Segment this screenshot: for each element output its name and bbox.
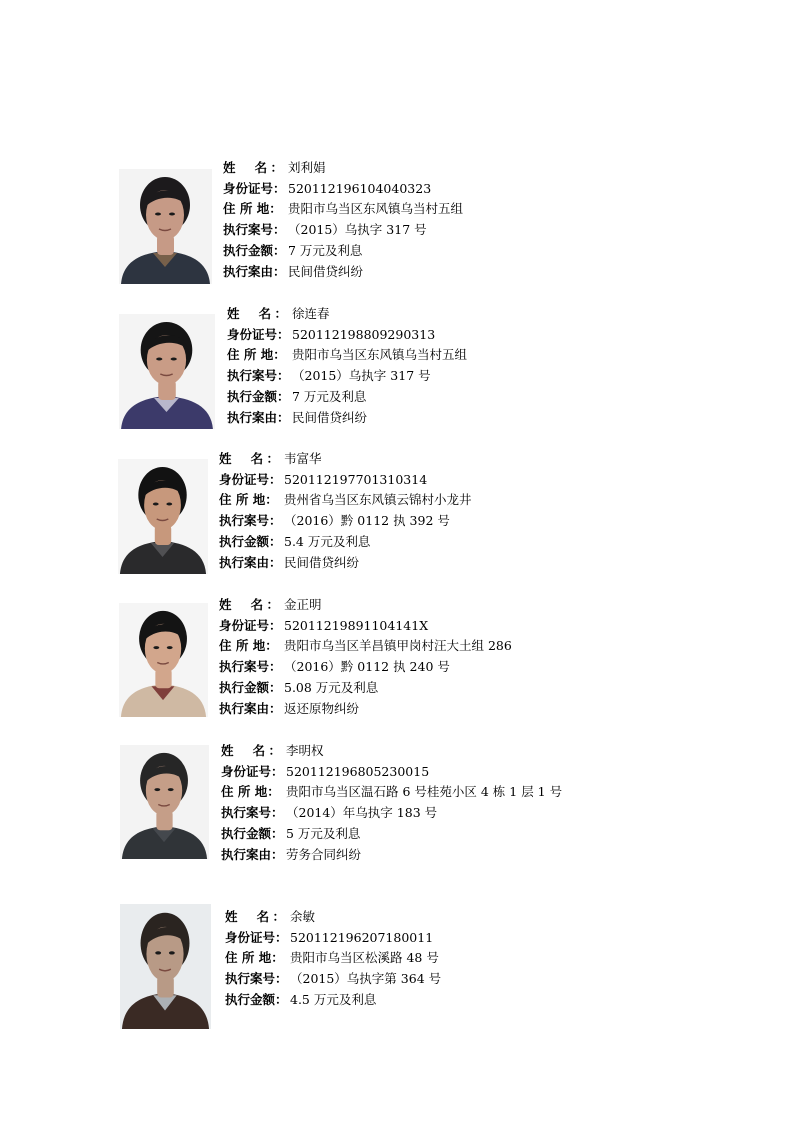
name-label: 姓 名：	[223, 160, 283, 175]
portrait-image	[119, 169, 212, 284]
left-eye	[156, 358, 162, 361]
person-info	[223, 158, 463, 282]
id-label: 身份证号：	[221, 763, 284, 779]
amount-label: 执行金额：	[225, 991, 288, 1007]
left-eye	[154, 788, 160, 791]
name-label: 姓 名：	[219, 597, 279, 612]
left-eye	[153, 503, 159, 506]
person-info	[227, 304, 467, 428]
case-value: （2015）乌执字第 364 号	[290, 971, 442, 987]
portrait-image	[120, 904, 211, 1029]
right-eye	[168, 788, 174, 791]
case-value: （2015）乌执字 317 号	[288, 222, 427, 238]
cause-label: 执行案由：	[227, 409, 290, 425]
id-label: 身份证号：	[225, 929, 288, 945]
person-info	[225, 907, 441, 1011]
name-value: 韦富华	[284, 451, 322, 466]
name-label: 姓 名：	[219, 451, 279, 466]
portrait-image	[119, 314, 215, 429]
address-label: 住 所 地：	[223, 201, 282, 217]
cause-value: 返还原物纠纷	[284, 700, 360, 716]
id-value: 520112196207180011	[290, 929, 434, 945]
cause-value: 民间借贷纠纷	[284, 554, 360, 570]
left-eye	[155, 213, 161, 216]
address-label: 住 所 地：	[219, 638, 278, 654]
amount-value: 4.5 万元及利息	[290, 991, 377, 1007]
amount-value: 7 万元及利息	[292, 388, 367, 404]
case-value: （2016）黔 0112 执 240 号	[284, 659, 450, 675]
name-label: 姓 名：	[225, 909, 285, 924]
id-value: 520112197701310314	[284, 471, 428, 487]
person-photo	[119, 169, 212, 284]
person-photo	[119, 603, 208, 717]
id-value: 520112198809290313	[292, 326, 436, 342]
address-label: 住 所 地：	[219, 492, 278, 508]
case-label: 执行案号：	[219, 659, 282, 675]
right-eye	[169, 213, 175, 216]
id-value: 520112196104040323	[288, 180, 432, 196]
person-photo	[120, 745, 209, 859]
cause-label: 执行案由：	[219, 554, 282, 570]
portrait-image	[119, 603, 208, 717]
name-label: 姓 名：	[221, 743, 281, 758]
right-eye	[167, 646, 173, 649]
cause-label: 执行案由：	[219, 700, 282, 716]
person-info	[219, 449, 472, 573]
case-value: （2014）年乌执字 183 号	[286, 805, 438, 821]
amount-value: 5.08 万元及利息	[284, 679, 379, 695]
right-eye	[166, 503, 172, 506]
name-value: 徐连春	[292, 306, 330, 321]
address-value: 贵阳市乌当区东风镇乌当村五组	[288, 201, 464, 217]
case-value: （2016）黔 0112 执 392 号	[284, 513, 450, 529]
amount-value: 5.4 万元及利息	[284, 533, 371, 549]
amount-label: 执行金额：	[219, 533, 282, 549]
portrait-image	[120, 745, 209, 859]
cause-value: 劳务合同纠纷	[286, 846, 362, 862]
amount-label: 执行金额：	[221, 825, 284, 841]
amount-label: 执行金额：	[219, 679, 282, 695]
amount-label: 执行金额：	[227, 388, 290, 404]
case-label: 执行案号：	[219, 513, 282, 529]
address-label: 住 所 地：	[221, 784, 280, 800]
id-label: 身份证号：	[223, 180, 286, 196]
id-value: 52011219891104141X	[284, 617, 429, 633]
name-label: 姓 名：	[227, 306, 287, 321]
person-photo	[118, 459, 208, 574]
name-value: 李明权	[286, 743, 324, 758]
id-label: 身份证号：	[219, 471, 282, 487]
address-value: 贵阳市乌当区温石路 6 号桂苑小区 4 栋 1 层 1 号	[286, 784, 563, 800]
cause-label: 执行案由：	[223, 263, 286, 279]
name-value: 刘利娟	[288, 160, 326, 175]
name-value: 金正明	[284, 597, 322, 612]
id-label: 身份证号：	[219, 617, 282, 633]
amount-value: 7 万元及利息	[288, 242, 363, 258]
case-value: （2015）乌执字 317 号	[292, 368, 431, 384]
person-info	[221, 741, 562, 865]
address-value: 贵州省乌当区东风镇云锦村小龙井	[284, 492, 472, 508]
address-label: 住 所 地：	[225, 950, 284, 966]
address-value: 贵阳市乌当区松溪路 48 号	[290, 950, 439, 966]
address-label: 住 所 地：	[227, 347, 286, 363]
person-photo	[119, 314, 215, 429]
name-value: 余敏	[290, 909, 316, 924]
right-eye	[171, 358, 177, 361]
case-label: 执行案号：	[221, 805, 284, 821]
cause-label: 执行案由：	[221, 846, 284, 862]
case-label: 执行案号：	[227, 368, 290, 384]
cause-value: 民间借贷纠纷	[292, 409, 368, 425]
id-value: 520112196805230015	[286, 763, 430, 779]
left-eye	[155, 951, 161, 954]
address-value: 贵阳市乌当区东风镇乌当村五组	[292, 347, 468, 363]
amount-label: 执行金额：	[223, 242, 286, 258]
cause-value: 民间借贷纠纷	[288, 263, 364, 279]
person-info	[219, 595, 512, 719]
person-photo	[120, 904, 211, 1029]
amount-value: 5 万元及利息	[286, 825, 361, 841]
id-label: 身份证号：	[227, 326, 290, 342]
right-eye	[169, 951, 175, 954]
left-eye	[153, 646, 159, 649]
case-label: 执行案号：	[223, 222, 286, 238]
address-value: 贵阳市乌当区羊昌镇甲岗村汪大土组 286	[284, 638, 512, 654]
portrait-image	[118, 459, 208, 574]
case-label: 执行案号：	[225, 971, 288, 987]
